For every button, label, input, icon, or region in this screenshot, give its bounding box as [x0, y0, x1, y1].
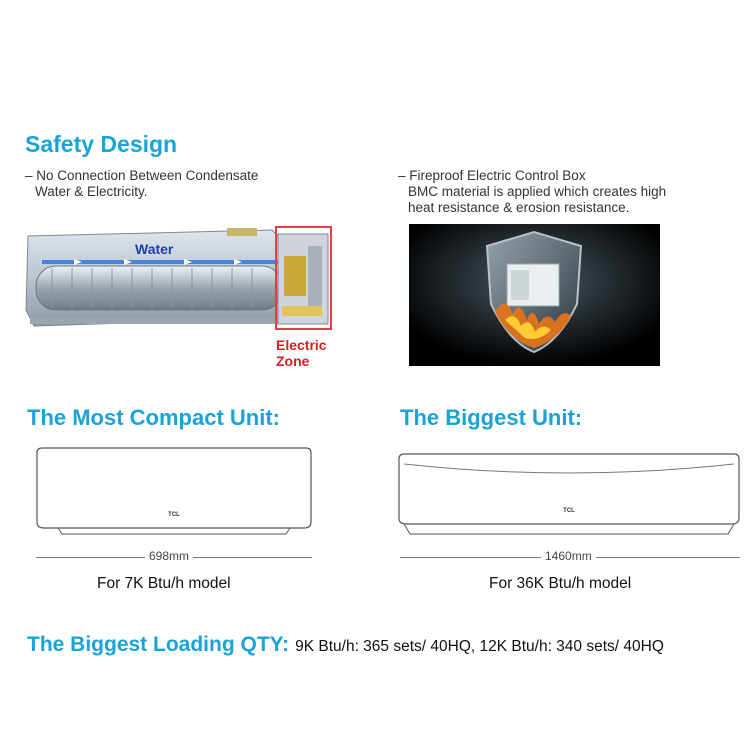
- loading-qty-value: 9K Btu/h: 365 sets/ 40HQ, 12K Btu/h: 340 sets/ 40HQ: [295, 638, 664, 655]
- compact-dimension-label: 698mm: [145, 549, 193, 563]
- compact-brand-logo: TCL: [168, 512, 180, 518]
- biggest-unit-title: The Biggest Unit:: [400, 405, 583, 430]
- compact-unit-title: The Most Compact Unit:: [27, 405, 280, 430]
- condensate-bullet: [25, 168, 285, 200]
- compact-model-label: For 7K Btu/h model: [97, 575, 231, 592]
- loading-qty-title: The Biggest Loading QTY:: [27, 633, 290, 656]
- biggest-unit-drawing: [398, 452, 740, 538]
- fireproof-bullet: [398, 168, 698, 216]
- fireproof-bullet-line-1: – Fireproof Electric Control Box: [398, 168, 586, 183]
- condensate-bullet-line-1: – No Connection Between Condensate: [25, 168, 259, 183]
- safety-design-title: Safety Design: [25, 131, 178, 157]
- electric-zone-label: [276, 337, 327, 369]
- condensate-bullet-line-2: Water & Electricity.: [35, 184, 148, 199]
- biggest-brand-logo: TCL: [563, 508, 575, 514]
- biggest-dimension-label: 1460mm: [541, 549, 596, 563]
- water-label: Water: [135, 241, 174, 257]
- compact-unit-drawing: [36, 446, 312, 536]
- fireproof-bullet-line-3: heat resistance & erosion resistance.: [408, 200, 630, 215]
- fireproof-control-box-photo: [409, 224, 660, 366]
- electric-zone-label-line-2: Zone: [276, 353, 310, 369]
- loading-qty-row: [27, 633, 664, 657]
- biggest-model-label: For 36K Btu/h model: [489, 575, 632, 592]
- electric-zone-box: [275, 226, 332, 330]
- fireproof-bullet-line-2: BMC material is applied which creates high: [408, 184, 667, 199]
- electric-zone-label-line-1: Electric: [276, 337, 327, 353]
